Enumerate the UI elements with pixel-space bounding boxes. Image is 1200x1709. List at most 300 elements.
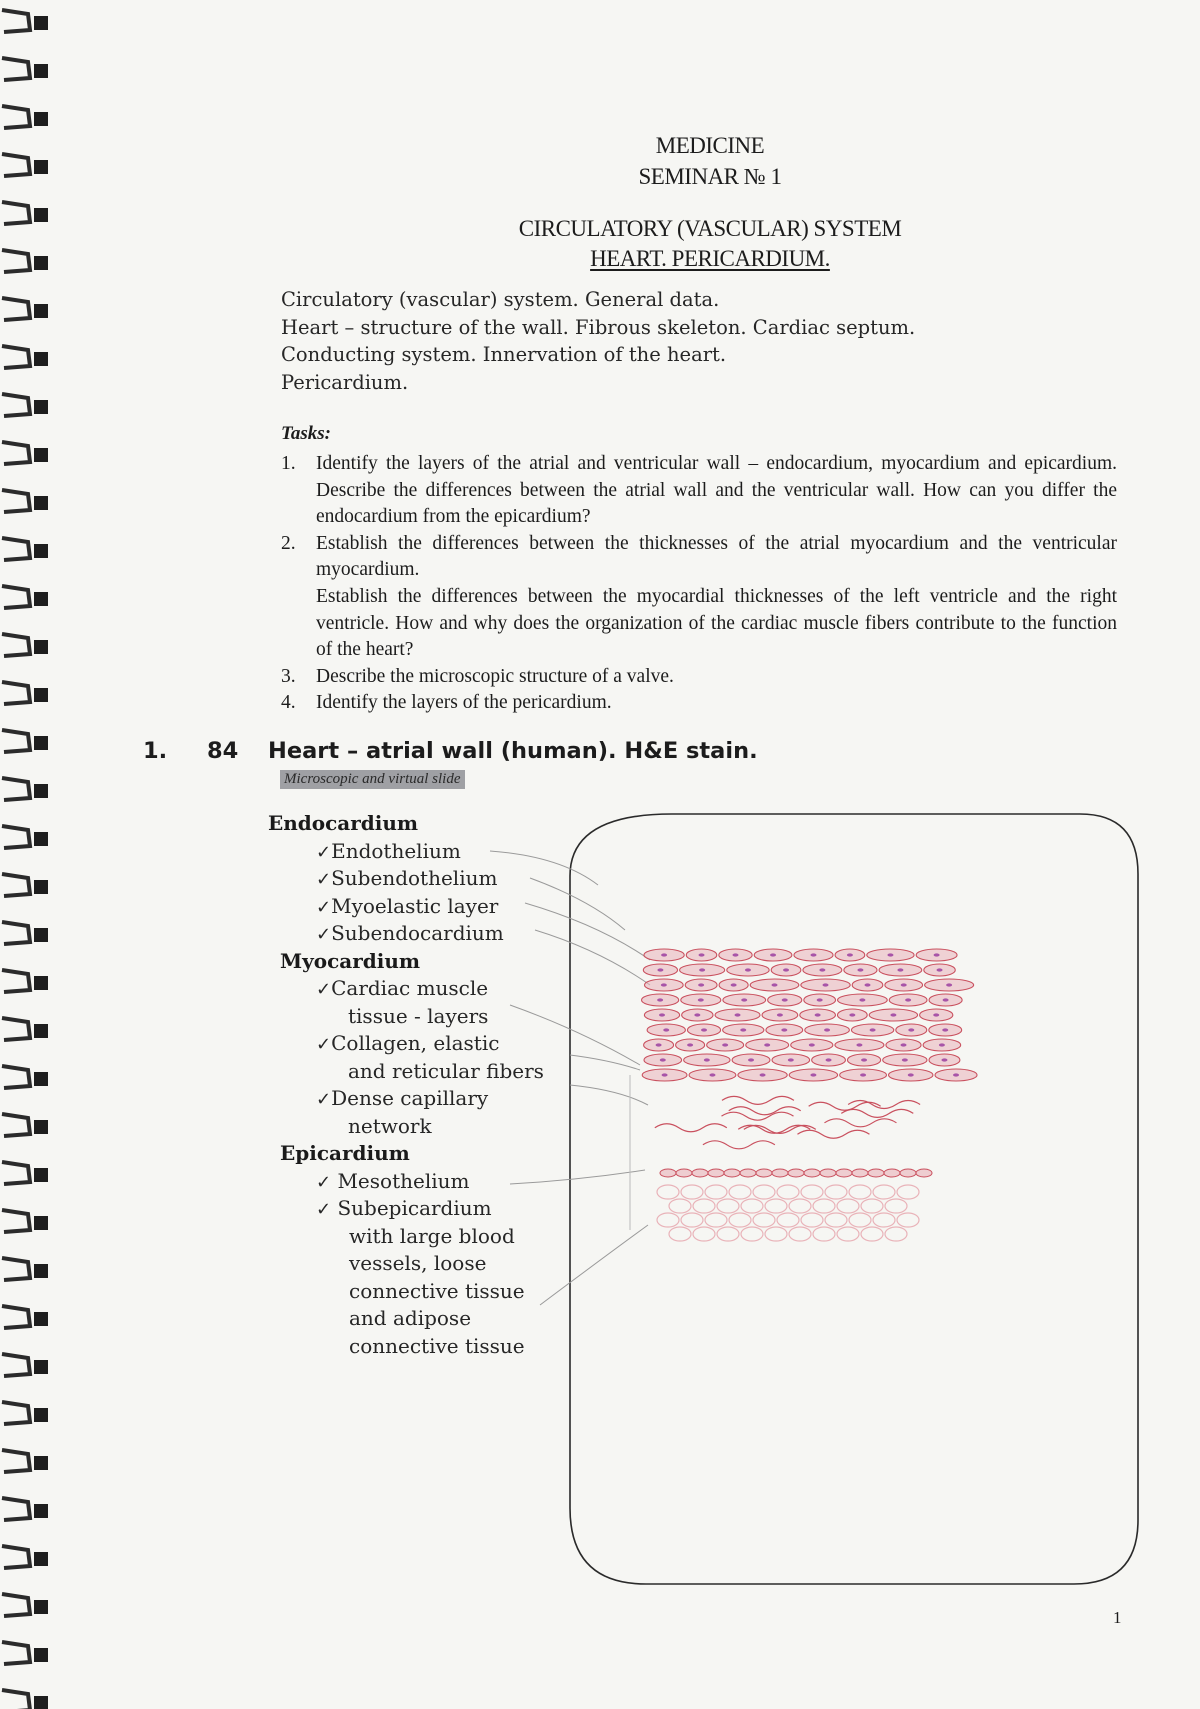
muscle-cell	[929, 1024, 962, 1036]
binding-ring	[2, 874, 30, 896]
mesothelial-cell	[804, 1169, 820, 1177]
binding-hole	[34, 1504, 48, 1518]
nucleus	[860, 1073, 866, 1076]
binding-hole	[34, 1024, 48, 1038]
binding-ring	[2, 394, 30, 416]
section-title: Heart – atrial wall (human). H&E stain.	[268, 738, 758, 764]
binding-hole	[34, 112, 48, 126]
binding-hole	[34, 352, 48, 366]
nucleus	[699, 953, 705, 956]
nucleus	[782, 998, 788, 1001]
task-list	[281, 451, 1117, 717]
adipocyte	[729, 1213, 751, 1227]
muscle-cell	[794, 949, 833, 961]
binding-ring	[2, 298, 30, 320]
label-text: Subendothelium	[331, 866, 498, 890]
binding-ring	[2, 730, 30, 752]
nucleus	[857, 968, 863, 971]
binding-hole	[34, 16, 48, 30]
adipocyte	[681, 1185, 703, 1199]
adipocyte	[669, 1199, 691, 1213]
nucleus	[890, 1013, 896, 1016]
binding-hole	[34, 688, 48, 702]
nucleus	[810, 1073, 816, 1076]
muscle-cell	[644, 949, 684, 961]
mesothelial-cell	[836, 1169, 852, 1177]
topic-item: Heart – structure of the wall. Fibrous skeleton. Cardiac septum.	[281, 315, 916, 339]
binding-ring	[2, 490, 30, 512]
task-number: 3.	[281, 665, 296, 687]
mesothelial-cell	[740, 1169, 756, 1177]
task-number: 4.	[281, 692, 296, 714]
muscle-cell	[923, 1039, 961, 1051]
muscle-cell	[801, 979, 850, 991]
label-subepicardium-cont: connective tissue	[349, 1333, 525, 1358]
adipocyte	[885, 1227, 907, 1241]
adipocyte	[789, 1227, 811, 1241]
label-epicardium: Epicardium	[280, 1141, 410, 1165]
muscle-cell	[647, 1024, 685, 1036]
nucleus	[849, 1013, 855, 1016]
binding-hole	[34, 1072, 48, 1086]
task-text: Establish the differences between the myocardial thicknesses of the left ventricle and the right ventricle. How and why does the organization of the cardiac muscle fibers contribute to the function of the heart?	[316, 585, 1117, 661]
nucleus	[663, 1028, 669, 1031]
nucleus	[760, 1073, 766, 1076]
task-text-block	[316, 531, 1117, 664]
muscle-cell	[869, 1009, 917, 1021]
task-text: Establish the differences between the thicknesses of the atrial myocardium and the ventricular myocardium.	[316, 532, 1117, 581]
nucleus	[946, 983, 952, 986]
adipocyte	[753, 1185, 775, 1199]
nucleus	[942, 1028, 948, 1031]
muscle-cell	[803, 964, 842, 976]
muscle-cell	[835, 949, 865, 961]
section-number: 1.	[143, 738, 168, 764]
muscle-cell	[676, 1039, 705, 1051]
adipocyte	[801, 1185, 823, 1199]
mesothelial-cell	[756, 1169, 772, 1177]
binding-ring	[2, 1162, 30, 1184]
topic-item: Pericardium.	[281, 370, 409, 394]
label-myocardium: Myocardium	[280, 948, 421, 973]
nucleus	[901, 1043, 907, 1046]
muscle-cell	[707, 1039, 744, 1051]
adipocyte	[813, 1227, 835, 1241]
atrial-wall-sketch	[642, 949, 978, 1241]
adipocyte	[717, 1199, 739, 1213]
binding-ring	[2, 10, 30, 32]
label-subendocardium	[268, 920, 544, 948]
nucleus	[908, 1073, 914, 1076]
nucleus	[953, 1073, 959, 1076]
nucleus	[939, 1043, 945, 1046]
muscle-cell	[766, 1024, 803, 1036]
adipocyte	[837, 1227, 859, 1241]
adipocyte	[777, 1185, 799, 1199]
fiber	[729, 1107, 801, 1115]
muscle-cell	[685, 979, 717, 991]
binding-hole	[34, 736, 48, 750]
binding-hole	[34, 880, 48, 894]
nucleus	[870, 1028, 876, 1031]
label-collagen	[268, 1030, 544, 1058]
muscle-cell	[723, 994, 766, 1006]
nucleus	[777, 1013, 783, 1016]
binding-ring	[2, 250, 30, 272]
mesothelial-cell	[916, 1169, 932, 1177]
adipocyte	[813, 1199, 835, 1213]
adipocyte	[741, 1227, 763, 1241]
binding-hole	[34, 208, 48, 222]
muscle-cell	[804, 994, 836, 1006]
mesothelial-cell	[852, 1169, 868, 1177]
nucleus	[701, 1028, 707, 1031]
nucleus	[908, 1028, 914, 1031]
label-text: Mesothelium	[337, 1168, 470, 1193]
binding-ring	[2, 58, 30, 80]
nucleus	[660, 1058, 666, 1061]
nucleus	[934, 953, 940, 956]
muscle-cell	[644, 979, 683, 991]
check-icon: ✓	[316, 924, 332, 945]
nucleus	[661, 953, 667, 956]
muscle-cell	[762, 1009, 798, 1021]
muscle-cell	[732, 1054, 770, 1066]
binding-ring	[2, 1546, 30, 1568]
label-text: Collagen, elastic	[331, 1031, 500, 1055]
adipocyte	[705, 1213, 727, 1227]
binding-ring	[2, 538, 30, 560]
mesothelial-cell	[708, 1169, 724, 1177]
adipocyte	[897, 1185, 919, 1199]
binding-ring	[2, 1498, 30, 1520]
muscle-cell	[847, 1054, 880, 1066]
muscle-cell	[889, 994, 927, 1006]
binding-ring	[2, 1066, 30, 1088]
mesothelial-cell	[676, 1169, 692, 1177]
muscle-cell	[851, 1024, 893, 1036]
muscle-cell	[837, 1009, 867, 1021]
fiber	[824, 1119, 896, 1127]
topic-item: Conducting system. Innervation of the heart.	[281, 343, 727, 366]
binding-hole	[34, 1216, 48, 1230]
nucleus	[770, 953, 776, 956]
muscle-cell	[768, 994, 802, 1006]
muscle-cell	[889, 1069, 933, 1081]
binding-ring	[2, 826, 30, 848]
binding-ring	[2, 1594, 30, 1616]
nucleus	[847, 953, 853, 956]
muscle-cell	[738, 1069, 787, 1081]
binding-hole	[34, 592, 48, 606]
tasks-heading: Tasks:	[281, 423, 331, 444]
nucleus	[764, 1043, 770, 1046]
muscle-cell	[840, 1069, 887, 1081]
check-icon: ✓	[316, 1199, 332, 1220]
muscle-cell	[896, 1024, 927, 1036]
label-text: Myoelastic layer	[331, 893, 499, 918]
label-text: Endothelium	[331, 838, 461, 863]
adipocyte	[801, 1213, 823, 1227]
nucleus	[941, 1058, 947, 1061]
check-icon: ✓	[316, 896, 332, 918]
adipocyte	[657, 1213, 679, 1227]
adipocyte	[741, 1199, 763, 1213]
mesothelial-cell	[820, 1169, 836, 1177]
nucleus	[810, 953, 816, 956]
label-subepicardium	[268, 1195, 544, 1223]
nucleus	[748, 1058, 754, 1061]
mesothelial-cell	[868, 1169, 884, 1177]
nucleus	[659, 1013, 665, 1016]
muscle-cell	[644, 1054, 682, 1066]
label-subepicardium-cont: with large blood	[349, 1223, 515, 1248]
adipocyte	[849, 1185, 871, 1199]
binding-ring	[2, 202, 30, 224]
adipocyte	[861, 1227, 883, 1241]
topic-list	[281, 286, 1081, 396]
muscle-cell	[771, 964, 801, 976]
muscle-cell	[644, 1039, 674, 1051]
binding-ring	[2, 682, 30, 704]
adipocyte	[753, 1213, 775, 1227]
binding-hole	[34, 64, 48, 78]
muscle-cell	[723, 1024, 764, 1036]
binding-ring	[2, 106, 30, 128]
muscle-cell	[719, 949, 752, 961]
nucleus	[656, 1043, 662, 1046]
muscle-cell	[800, 1009, 836, 1021]
muscle-cell	[812, 1054, 846, 1066]
fiber	[655, 1124, 727, 1132]
fiber	[841, 1109, 913, 1117]
nucleus	[687, 1043, 693, 1046]
nucleus	[732, 953, 738, 956]
nucleus	[662, 1073, 668, 1076]
muscle-cell	[883, 1054, 927, 1066]
label-capillary-cont: network	[348, 1113, 432, 1138]
adipocyte	[849, 1213, 871, 1227]
fiber	[744, 1125, 816, 1133]
binding-ring	[2, 778, 30, 800]
seminar-number: SEMINAR № 1	[638, 164, 782, 189]
label-collagen-cont: and reticular fibers	[348, 1058, 544, 1083]
binding-hole	[34, 640, 48, 654]
check-icon: ✓	[316, 841, 332, 863]
binding-hole	[34, 256, 48, 270]
muscle-cell	[835, 1039, 884, 1051]
binding-ring	[2, 154, 30, 176]
nucleus	[901, 983, 907, 986]
binding-hole	[34, 1264, 48, 1278]
adipocyte	[693, 1227, 715, 1241]
topic-title	[400, 246, 1020, 272]
muscle-cell	[680, 964, 725, 976]
fiber	[722, 1096, 794, 1104]
task-text: Describe the microscopic structure of a valve.	[316, 665, 674, 687]
check-icon: ✓	[316, 979, 332, 1000]
nucleus	[937, 968, 943, 971]
nucleus	[824, 1028, 830, 1031]
mesothelial-cell	[900, 1169, 916, 1177]
binding-ring	[2, 1642, 30, 1664]
nucleus	[657, 998, 663, 1001]
mesothelial-cell	[692, 1169, 708, 1177]
nucleus	[741, 998, 747, 1001]
muscle-cell	[727, 964, 769, 976]
muscle-cell	[682, 1009, 713, 1021]
label-text: Subendocardium	[331, 921, 504, 945]
topic-title-text: HEART. PERICARDIUM.	[590, 246, 830, 271]
adipocyte	[885, 1199, 907, 1213]
check-icon: ✓	[316, 869, 332, 890]
binding-hole	[34, 160, 48, 174]
binding-hole	[34, 1168, 48, 1182]
nucleus	[661, 983, 667, 986]
nucleus	[859, 998, 865, 1001]
adipocyte	[825, 1213, 847, 1227]
muscle-cell	[686, 949, 717, 961]
task-item	[281, 451, 1117, 531]
nucleus	[722, 1043, 728, 1046]
nucleus	[783, 968, 789, 971]
nucleus	[740, 1028, 746, 1031]
label-text: Subepicardium	[337, 1196, 492, 1220]
binding-ring	[2, 970, 30, 992]
binding-ring	[2, 1450, 30, 1472]
binding-ring	[2, 1402, 30, 1424]
check-icon: ✓	[316, 1171, 332, 1193]
muscle-cell	[715, 1009, 760, 1021]
nucleus	[933, 1013, 939, 1016]
muscle-cell	[643, 964, 677, 976]
muscle-cell	[852, 979, 883, 991]
nucleus	[694, 1013, 700, 1016]
nucleus	[709, 1073, 715, 1076]
binding-hole	[34, 304, 48, 318]
adipocyte	[669, 1227, 691, 1241]
binding-ring	[2, 346, 30, 368]
nucleus	[657, 968, 663, 971]
nucleus	[905, 998, 911, 1001]
nucleus	[823, 983, 829, 986]
fiber	[721, 1112, 793, 1120]
mesothelial-cell	[660, 1169, 676, 1177]
muscle-cell	[886, 1039, 921, 1051]
binding-ring	[2, 1210, 30, 1232]
slide-type-label: Microscopic and virtual slide	[280, 770, 465, 789]
binding-hole	[34, 1456, 48, 1470]
task-item	[281, 664, 1117, 691]
binding-hole	[34, 544, 48, 558]
adipocyte	[657, 1185, 679, 1199]
binding-hole	[34, 448, 48, 462]
binding-hole	[34, 784, 48, 798]
nucleus	[819, 968, 825, 971]
binding-hole	[34, 1552, 48, 1566]
nucleus	[887, 953, 893, 956]
fiber	[797, 1130, 869, 1138]
muscle-cell	[754, 949, 792, 961]
binding-ring	[2, 634, 30, 656]
task-text: Identify the layers of the pericardium.	[316, 692, 612, 714]
drawing-frame	[570, 814, 1138, 1584]
muscle-cell	[924, 964, 955, 976]
adipocyte	[693, 1199, 715, 1213]
nucleus	[861, 1058, 867, 1061]
nucleus	[856, 1043, 862, 1046]
nucleus	[698, 998, 704, 1001]
adipocyte	[765, 1199, 787, 1213]
binding-ring	[2, 1018, 30, 1040]
topic-item: Circulatory (vascular) system. General data.	[281, 288, 720, 311]
muscle-cell	[879, 964, 922, 976]
nucleus	[772, 983, 778, 986]
muscle-cell	[791, 1039, 833, 1051]
task-item	[281, 690, 1117, 717]
muscle-cell	[929, 1054, 960, 1066]
adipocyte	[837, 1199, 859, 1213]
task-number: 2.	[281, 532, 296, 554]
binding-hole	[34, 976, 48, 990]
binding-hole	[34, 1360, 48, 1374]
muscle-cell	[644, 1009, 679, 1021]
nucleus	[781, 1028, 787, 1031]
adipocyte	[777, 1213, 799, 1227]
label-subepicardium-cont: and adipose	[349, 1306, 472, 1330]
muscle-cell	[885, 979, 923, 991]
binding-hole	[34, 496, 48, 510]
binding-ring	[2, 586, 30, 608]
muscle-cell	[867, 949, 914, 961]
check-icon: ✓	[316, 1034, 332, 1055]
muscle-cell	[929, 994, 962, 1006]
label-endothelium	[268, 838, 544, 866]
label-subendothelium	[268, 865, 544, 893]
nucleus	[897, 968, 903, 971]
muscle-cell	[935, 1069, 977, 1081]
adipocyte	[825, 1185, 847, 1199]
fiber	[809, 1102, 881, 1110]
adipocyte	[729, 1185, 751, 1199]
binding-ring	[2, 922, 30, 944]
nucleus	[731, 983, 737, 986]
system-title: CIRCULATORY (VASCULAR) SYSTEM	[518, 216, 902, 241]
task-text: Identify the layers of the atrial and ventricular wall – endocardium, myocardium and epicardium. Describe the differences between the atrial wall and the ventricular wall. How can you differ the endocardium from the epicardium?	[316, 453, 1117, 528]
muscle-cell	[681, 994, 721, 1006]
mesothelial-cell	[788, 1169, 804, 1177]
fiber	[848, 1100, 920, 1108]
nucleus	[865, 983, 871, 986]
nucleus	[826, 1058, 832, 1061]
muscle-cell	[838, 994, 888, 1006]
adipocyte	[873, 1213, 895, 1227]
adipocyte	[681, 1213, 703, 1227]
muscle-cell	[719, 979, 748, 991]
binding-hole	[34, 400, 48, 414]
label-mesothelium	[268, 1168, 544, 1196]
nucleus	[735, 1013, 741, 1016]
label-capillary	[268, 1085, 544, 1113]
nucleus	[815, 1013, 821, 1016]
muscle-cell	[642, 1069, 687, 1081]
label-cardiac-muscle	[268, 975, 544, 1003]
muscle-cell	[687, 1024, 720, 1036]
muscle-cell	[920, 1009, 953, 1021]
binding-hole	[34, 1696, 48, 1709]
nucleus	[704, 1058, 710, 1061]
binding-hole	[34, 928, 48, 942]
